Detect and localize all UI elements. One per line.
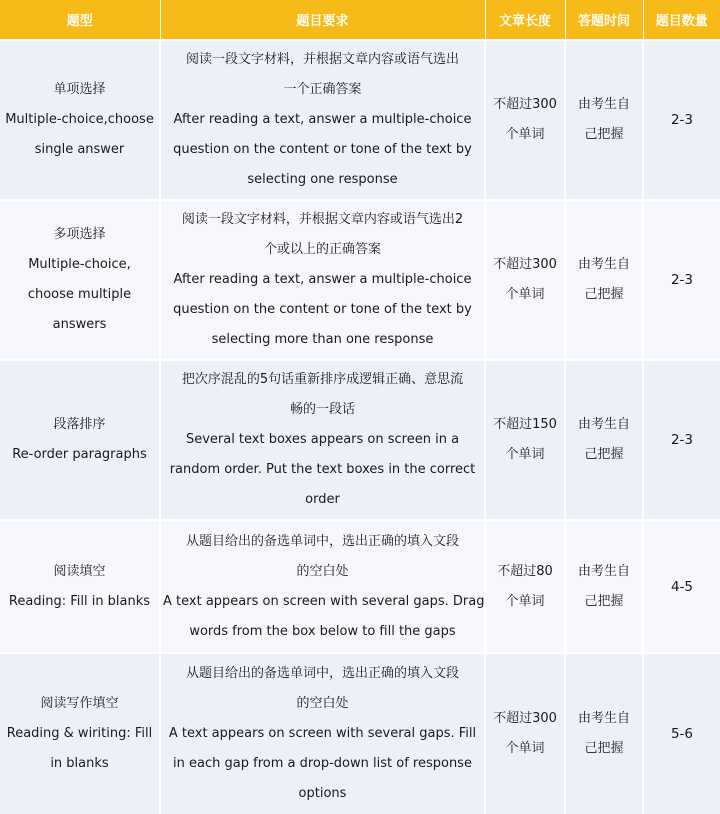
req-line: After reading a text, answer a multiple-choice (173, 272, 472, 287)
type-line: single answer (34, 142, 125, 157)
length-line: 个单词 (505, 287, 545, 302)
req-line: 的空白处 (296, 696, 349, 711)
table-row (0, 360, 720, 520)
type-line: 单项选择 (53, 82, 106, 97)
req-line: order (305, 492, 340, 507)
time-line: 己把握 (584, 127, 624, 142)
length-line: 不超过150 (493, 417, 557, 432)
cell-length (485, 40, 565, 200)
req-line: After reading a text, answer a multiple-choice (173, 112, 472, 127)
cell-count: 2-3 (643, 200, 720, 360)
type-line: 段落排序 (53, 417, 106, 432)
cell-time (565, 40, 643, 200)
req-line: options (298, 786, 347, 801)
req-line: 一个正确答案 (283, 82, 362, 97)
length-line: 个单词 (505, 447, 545, 462)
cell-requirement (160, 653, 485, 814)
type-line: Reading: Fill in blanks (8, 593, 151, 609)
cell-count: 5-6 (643, 653, 720, 814)
length-line: 个单词 (505, 593, 545, 609)
req-line: selecting more than one response (211, 332, 434, 347)
type-line: 阅读写作填空 (40, 696, 119, 711)
req-line: Several text boxes appears on screen in a (185, 432, 460, 447)
cell-type (0, 360, 160, 520)
cell-count: 2-3 (643, 40, 720, 200)
time-line: 由考生自 (577, 711, 630, 726)
type-line: 阅读填空 (53, 563, 106, 579)
req-line: selecting one response (247, 172, 398, 187)
req-line: 阅读一段文字材料，并根据文章内容或语气选出 (185, 52, 459, 67)
cell-type (0, 520, 160, 653)
type-line: choose multiple (27, 287, 132, 302)
req-line: words from the box below to fill the gaps (189, 623, 456, 639)
type-line: Multiple-choice,choose (5, 112, 154, 127)
length-line: 不超过300 (493, 257, 557, 272)
req-line: 的空白处 (296, 563, 349, 579)
time-line: 由考生自 (577, 257, 630, 272)
time-line: 由考生自 (577, 563, 630, 579)
table-row (0, 200, 720, 360)
table-header-row (0, 0, 720, 40)
cell-requirement (160, 360, 485, 520)
time-line: 由考生自 (577, 417, 630, 432)
cell-requirement (160, 520, 485, 653)
req-line: 阅读一段文字材料，并根据文章内容或语气选出2 (181, 212, 464, 227)
header-type: 题型 (0, 0, 160, 40)
cell-requirement (160, 40, 485, 200)
time-line: 己把握 (584, 287, 624, 302)
header-time: 答题时间 (565, 0, 643, 40)
cell-time (565, 520, 643, 653)
req-line: A text appears on screen with several gaps. Fill (168, 726, 477, 741)
cell-length (485, 520, 565, 653)
type-line: 多项选择 (53, 227, 106, 242)
req-line: 个或以上的正确答案 (263, 242, 381, 257)
length-line: 不超过300 (493, 711, 557, 726)
type-line: in blanks (50, 756, 109, 771)
time-line: 己把握 (584, 741, 624, 756)
req-line: 把次序混乱的5句话重新排序成逻辑正确、意思流 (181, 372, 464, 387)
cell-time (565, 360, 643, 520)
time-line: 己把握 (584, 447, 624, 462)
cell-type (0, 40, 160, 200)
time-line: 由考生自 (577, 97, 630, 112)
table-row (0, 40, 720, 200)
type-line: answers (52, 317, 107, 332)
cell-time (565, 200, 643, 360)
table-row (0, 653, 720, 814)
cell-length (485, 360, 565, 520)
cell-requirement (160, 200, 485, 360)
type-line: Multiple-choice, (28, 257, 131, 272)
type-line: Reading & wiriting: Fill (6, 726, 153, 741)
req-line: question on the content or tone of the text by (173, 302, 472, 317)
cell-length (485, 653, 565, 814)
req-line: question on the content or tone of the text by (173, 142, 472, 157)
header-count: 题目数量 (643, 0, 720, 40)
length-line: 不超过300 (493, 97, 557, 112)
type-line: Re-order paragraphs (12, 447, 147, 462)
req-line: in each gap from a drop-down list of response (173, 756, 472, 771)
req-line: A text appears on screen with several gaps. Drag (163, 593, 485, 609)
cell-count: 4-5 (643, 520, 720, 653)
length-line: 个单词 (505, 741, 545, 756)
time-line: 己把握 (584, 593, 624, 609)
cell-count: 2-3 (643, 360, 720, 520)
req-line: 从题目给出的备选单词中，选出正确的填入文段 (185, 666, 459, 681)
req-line: random order. Put the text boxes in the correct (169, 462, 476, 477)
table-row (0, 520, 720, 653)
cell-time (565, 653, 643, 814)
header-length: 文章长度 (485, 0, 565, 40)
length-line: 不超过80 (497, 563, 553, 579)
req-line: 从题目给出的备选单词中，选出正确的填入文段 (185, 533, 459, 549)
req-line: 畅的一段话 (289, 402, 355, 417)
cell-type (0, 200, 160, 360)
cell-type (0, 653, 160, 814)
header-requirement: 题目要求 (160, 0, 485, 40)
cell-length (485, 200, 565, 360)
length-line: 个单词 (505, 127, 545, 142)
